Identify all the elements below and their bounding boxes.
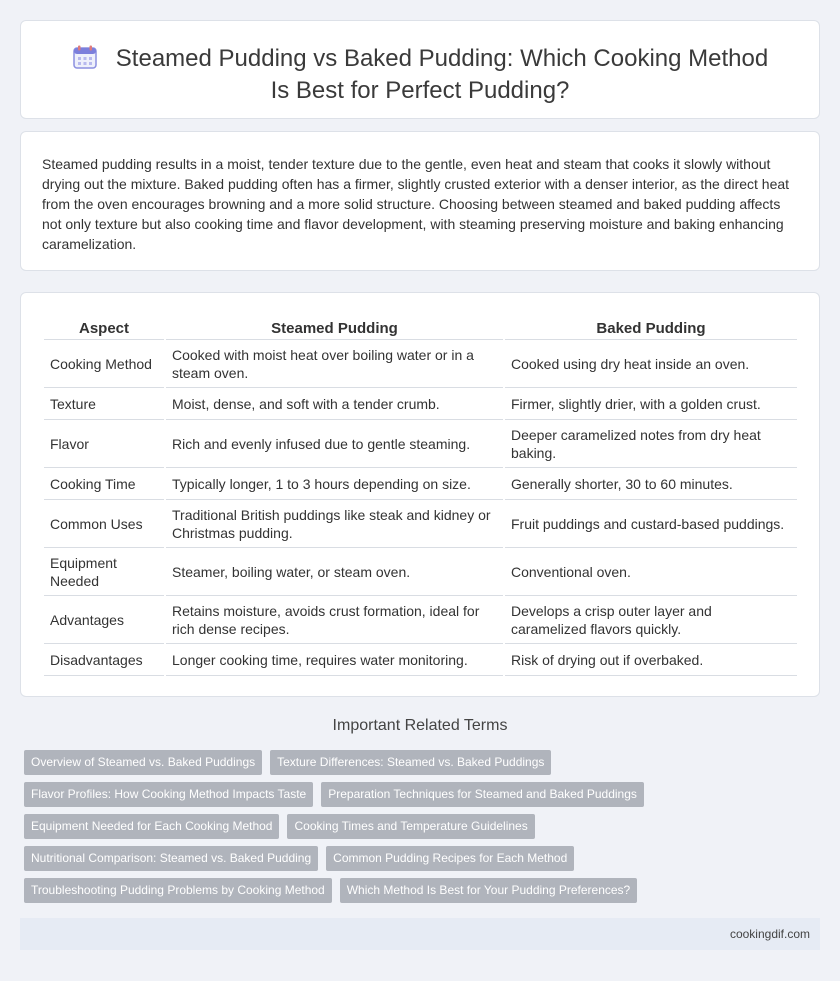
row-baked: Conventional oven. xyxy=(505,548,797,596)
row-aspect: Common Uses xyxy=(44,500,164,548)
row-baked: Develops a crisp outer layer and caramelized flavors quickly. xyxy=(505,596,797,644)
row-steamed: Steamer, boiling water, or steam oven. xyxy=(166,548,503,596)
column-header-baked: Baked Pudding xyxy=(505,312,797,340)
row-steamed: Retains moisture, avoids crust formation, ideal for rich dense recipes. xyxy=(166,596,503,644)
footer-site-link[interactable]: cookingdif.com xyxy=(729,927,810,941)
table-row xyxy=(44,500,797,548)
row-baked: Deeper caramelized notes from dry heat baking. xyxy=(505,420,797,468)
column-header-aspect: Aspect xyxy=(44,312,164,340)
row-baked: Cooked using dry heat inside an oven. xyxy=(505,340,797,388)
related-terms-list xyxy=(24,750,824,910)
page-title xyxy=(61,43,779,107)
calendar-icon xyxy=(72,44,98,70)
table-row xyxy=(44,644,797,676)
related-term-tag[interactable]: Troubleshooting Pudding Problems by Cooking Method xyxy=(24,878,332,903)
row-baked: Fruit puddings and custard-based puddings. xyxy=(505,500,797,548)
table-row xyxy=(44,548,797,596)
comparison-table xyxy=(42,312,799,676)
table-row xyxy=(44,340,797,388)
page-title-text: Steamed Pudding vs Baked Pudding: Which Cooking Method Is Best for Perfect Pudding? xyxy=(115,45,769,104)
related-term-tag[interactable]: Nutritional Comparison: Steamed vs. Baked Pudding xyxy=(24,846,318,871)
row-steamed: Cooked with moist heat over boiling water or in a steam oven. xyxy=(166,340,503,388)
row-steamed: Traditional British puddings like steak and kidney or Christmas pudding. xyxy=(166,500,503,548)
row-steamed: Rich and evenly infused due to gentle steaming. xyxy=(166,420,503,468)
tag-row xyxy=(24,782,824,807)
table-row xyxy=(44,596,797,644)
tag-row xyxy=(24,750,824,775)
row-aspect: Equipment Needed xyxy=(44,548,164,596)
related-term-tag[interactable]: Flavor Profiles: How Cooking Method Impacts Taste xyxy=(24,782,313,807)
header-card xyxy=(20,20,820,119)
table-header-row xyxy=(44,312,797,340)
related-term-tag[interactable]: Common Pudding Recipes for Each Method xyxy=(326,846,574,871)
tag-row xyxy=(24,846,824,871)
footer xyxy=(20,918,820,950)
related-term-tag[interactable]: Equipment Needed for Each Cooking Method xyxy=(24,814,279,839)
row-aspect: Flavor xyxy=(44,420,164,468)
related-term-tag[interactable]: Overview of Steamed vs. Baked Puddings xyxy=(24,750,262,775)
row-steamed: Longer cooking time, requires water monitoring. xyxy=(166,644,503,676)
row-aspect: Disadvantages xyxy=(44,644,164,676)
table-row xyxy=(44,388,797,420)
related-term-tag[interactable]: Which Method Is Best for Your Pudding Preferences? xyxy=(340,878,638,903)
row-aspect: Cooking Time xyxy=(44,468,164,500)
row-steamed: Typically longer, 1 to 3 hours depending on size. xyxy=(166,468,503,500)
related-term-tag[interactable]: Cooking Times and Temperature Guidelines xyxy=(287,814,534,839)
row-baked: Firmer, slightly drier, with a golden crust. xyxy=(505,388,797,420)
related-term-tag[interactable]: Preparation Techniques for Steamed and Baked Puddings xyxy=(321,782,644,807)
table-row xyxy=(44,468,797,500)
tag-row xyxy=(24,814,824,839)
row-baked: Risk of drying out if overbaked. xyxy=(505,644,797,676)
intro-paragraph: Steamed pudding results in a moist, tender texture due to the gentle, even heat and steam that cooks it slowly without drying out the mixture. Baked pudding often has a firmer, slightly crusted exterior with a denser interior, as the direct heat from the oven encourages browning and a more solid structure. Choosing between steamed and baked pudding affects not only texture but also cooking time and flavor development, with steaming preserving moisture and baking enhancing caramelization. xyxy=(42,156,790,252)
row-steamed: Moist, dense, and soft with a tender crumb. xyxy=(166,388,503,420)
intro-card xyxy=(20,131,820,271)
related-terms-heading: Important Related Terms xyxy=(332,717,508,734)
related-term-tag[interactable]: Texture Differences: Steamed vs. Baked Puddings xyxy=(270,750,551,775)
row-aspect: Advantages xyxy=(44,596,164,644)
column-header-steamed: Steamed Pudding xyxy=(166,312,503,340)
tag-row xyxy=(24,878,824,903)
comparison-table-card xyxy=(20,292,820,697)
row-aspect: Cooking Method xyxy=(44,340,164,388)
row-aspect: Texture xyxy=(44,388,164,420)
row-baked: Generally shorter, 30 to 60 minutes. xyxy=(505,468,797,500)
table-row xyxy=(44,420,797,468)
